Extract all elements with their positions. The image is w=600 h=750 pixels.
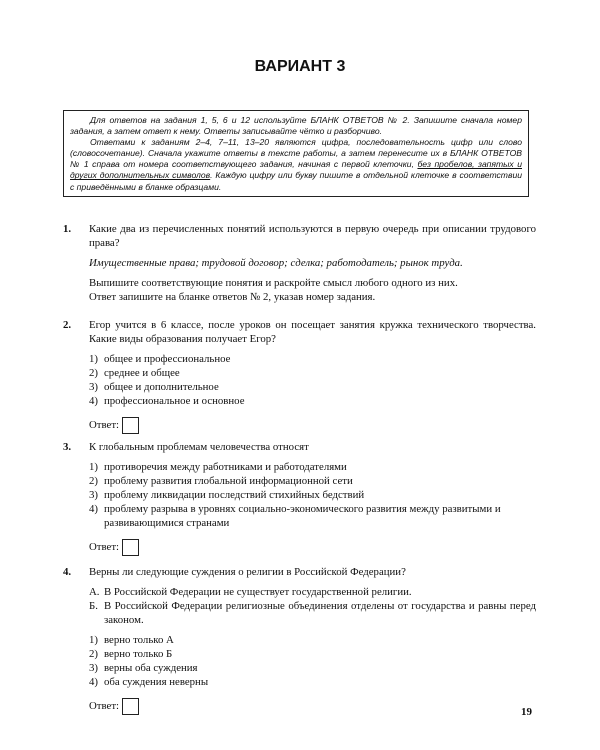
question-3 bbox=[63, 440, 536, 558]
question-number: 3. bbox=[63, 441, 72, 453]
option-text: проблему развития глобальной информационной сети bbox=[104, 475, 353, 487]
option[interactable] bbox=[89, 661, 536, 675]
statement-text: В Российской Федерации не существует государственной религии. bbox=[104, 586, 412, 598]
option[interactable] bbox=[89, 647, 536, 661]
option-number: 4) bbox=[89, 503, 98, 515]
statement-letter: Б. bbox=[89, 600, 98, 612]
option[interactable] bbox=[89, 460, 536, 474]
question-number: 1. bbox=[63, 223, 72, 235]
option-text: оба суждения неверны bbox=[104, 676, 209, 688]
option-number: 3) bbox=[89, 662, 98, 674]
option-number: 4) bbox=[89, 676, 98, 688]
options-list bbox=[89, 460, 536, 530]
option-number: 1) bbox=[89, 461, 98, 473]
instructions-box bbox=[63, 110, 529, 197]
option[interactable] bbox=[89, 380, 536, 394]
option-number: 4) bbox=[89, 395, 98, 407]
question-number: 4. bbox=[63, 566, 72, 578]
question-text: Верны ли следующие суждения о религии в Российской Федерации? bbox=[89, 566, 406, 578]
option[interactable] bbox=[89, 394, 536, 408]
option-number: 3) bbox=[89, 489, 98, 501]
option-text: общее и профессиональное bbox=[104, 353, 231, 365]
question-text: К глобальным проблемам человечества относят bbox=[89, 441, 309, 453]
answer-box[interactable] bbox=[122, 417, 139, 434]
task-text: Ответ запишите на бланке ответов № 2, указав номер задания. bbox=[89, 291, 376, 303]
statement-letter: А. bbox=[89, 586, 100, 598]
option[interactable] bbox=[89, 633, 536, 647]
options-list bbox=[89, 352, 536, 408]
answer-label: Ответ: bbox=[89, 541, 120, 553]
option-number: 3) bbox=[89, 381, 98, 393]
option-text: проблему ликвидации последствий стихийных бедствий bbox=[104, 489, 365, 501]
option-text: общее и дополнительное bbox=[104, 381, 219, 393]
question-2 bbox=[63, 318, 536, 436]
question-text: Какие два из перечисленных понятий используются в первую очередь при описании трудового права? bbox=[89, 223, 536, 249]
option-text: противоречия между работниками и работодателями bbox=[104, 461, 347, 473]
answer-row bbox=[89, 695, 536, 717]
option[interactable] bbox=[89, 352, 536, 366]
instructions-text: Ответами к заданиям 2–4, 7–11, 13–20 являются цифра, последовательность цифр или слово (словосочетание). Сначала укажите ответы в тексте работы, а затем перенесите их в БЛАНК ОТВЕТОВ № 1 справа от номера соответствующего задания, начиная с первой клеточки, bbox=[70, 137, 522, 170]
task-text: Выпишите соответствующие понятия и раскройте смысл любого одного из них. bbox=[89, 277, 458, 289]
answer-box[interactable] bbox=[122, 539, 139, 556]
option-number: 1) bbox=[89, 634, 98, 646]
question-1 bbox=[63, 222, 536, 304]
option[interactable] bbox=[89, 474, 536, 488]
option-text: проблему разрыва в уровнях социально-экономического развития между развитыми и развивающимися странами bbox=[104, 503, 501, 529]
question-number: 2. bbox=[63, 319, 72, 331]
instructions-underlined: без пробелов, запятых и других дополнительных символов bbox=[70, 159, 522, 181]
option-text: среднее и общее bbox=[104, 367, 180, 379]
option-text: верно только Б bbox=[104, 648, 173, 660]
option[interactable] bbox=[89, 488, 536, 502]
question-4 bbox=[63, 565, 536, 717]
option-number: 2) bbox=[89, 475, 98, 487]
option-text: верны оба суждения bbox=[104, 662, 198, 674]
option-text: профессиональное и основное bbox=[104, 395, 245, 407]
question-text: Егор учится в 6 классе, после уроков он посещает занятия кружка технического творчества. Какие виды образования получает Егор? bbox=[89, 319, 536, 345]
instructions-paragraph-1: Для ответов на задания 1, 5, 6 и 12 используйте БЛАНК ОТВЕТОВ № 2. Запишите сначала номер задания, а затем ответ к нему. Ответы записывайте чётко и разборчиво. bbox=[70, 115, 522, 137]
statement bbox=[89, 599, 536, 627]
option[interactable] bbox=[89, 366, 536, 380]
option-text: верно только А bbox=[104, 634, 174, 646]
page-number: 19 bbox=[521, 706, 532, 718]
answer-label: Ответ: bbox=[89, 419, 120, 431]
instructions-text-end: . Каждую цифру или букву пишите в отдельной клеточке в соответствии с приведёнными в бланке образцами. bbox=[70, 170, 523, 192]
statement-text: В Российской Федерации религиозные объединения отделены от государства и равны перед законом. bbox=[104, 600, 536, 626]
option-number: 1) bbox=[89, 353, 98, 365]
option[interactable] bbox=[89, 675, 536, 689]
answer-box[interactable] bbox=[122, 698, 139, 715]
page-title: ВАРИАНТ 3 bbox=[254, 58, 346, 75]
option-number: 2) bbox=[89, 367, 98, 379]
statement bbox=[89, 585, 536, 599]
answer-row bbox=[89, 536, 536, 558]
answer-label: Ответ: bbox=[89, 700, 120, 712]
instructions-paragraph-2 bbox=[70, 137, 522, 192]
options-list bbox=[89, 633, 536, 689]
option-number: 2) bbox=[89, 648, 98, 660]
answer-row bbox=[89, 414, 536, 436]
option[interactable] bbox=[89, 502, 536, 530]
terms-list: Имущественные права; трудовой договор; сделка; работодатель; рынок труда. bbox=[89, 257, 463, 269]
